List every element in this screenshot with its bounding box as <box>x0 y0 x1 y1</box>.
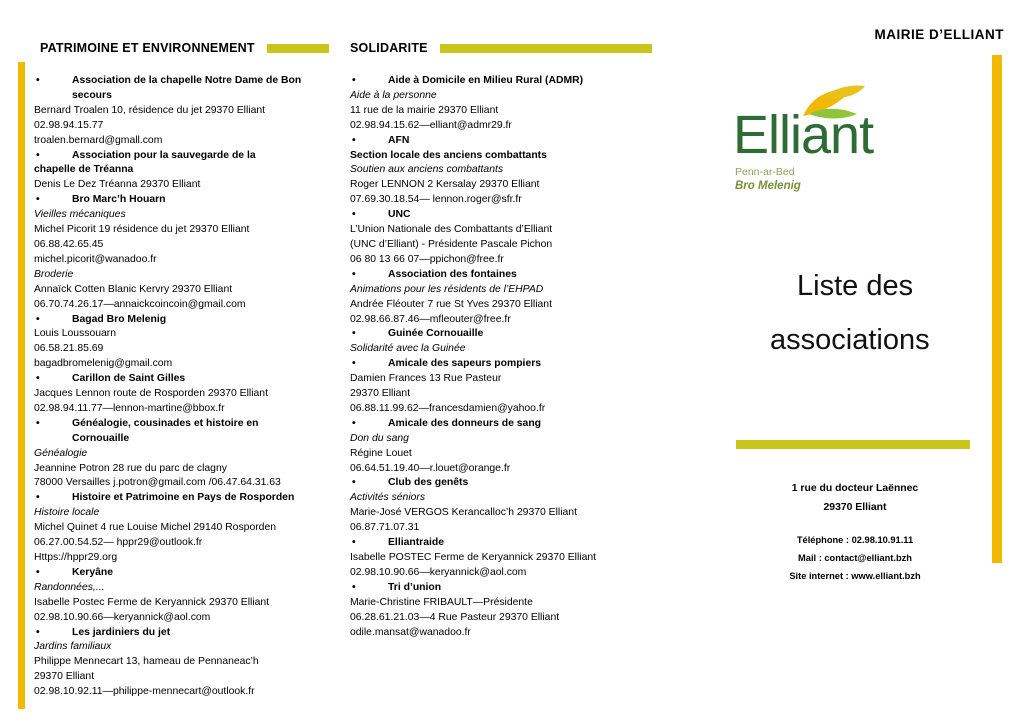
association-name <box>350 327 596 342</box>
contact-line: odile.mansat@wanadoo.fr <box>350 626 471 638</box>
association-activity: Histoire locale <box>34 507 100 519</box>
contact-line: 02.98.10.90.66—keryannick@aol.com <box>34 611 211 623</box>
contact-line: 02.98.94.15.77 <box>34 119 104 131</box>
page-title-line2: associations <box>770 324 930 356</box>
association-name-text: Guinée Cornouaille <box>388 328 484 340</box>
association-activity: Randonnées,... <box>34 581 105 593</box>
logo-wordmark: Elliant <box>733 105 874 165</box>
mairie-phone: Téléphone : 02.98.10.91.11 <box>796 535 914 545</box>
association-activity: Animations pour les résidents de l’EHPAD <box>350 283 544 295</box>
contact-line: 29370 Elliant <box>34 671 95 683</box>
association-name <box>34 417 301 432</box>
contact-line: 02.98.10.92.11—philippe-mennecart@outlook.fr <box>34 686 255 698</box>
mairie-address-line2: 29370 Elliant <box>823 502 887 513</box>
contact-line: Andrée Fléouter 7 rue St Yves 29370 Elliant <box>350 298 552 310</box>
right-vertical-bar <box>992 55 1002 563</box>
contact-line: 06.70.74.26.17—annaickcoincoin@gmail.com <box>34 298 246 310</box>
bullet-icon: • <box>36 313 40 325</box>
logo-bro-melenig: Bro Melenig <box>735 180 801 192</box>
association-name-text: Club des genêts <box>388 477 469 489</box>
association-subtitle: Section locale des anciens combattants <box>350 149 547 161</box>
bullet-icon: • <box>36 149 40 161</box>
association-name-text: AFN <box>388 134 410 146</box>
association-name <box>34 149 301 164</box>
contact-line: 06.28.61.21.03—4 Rue Pasteur 29370 Elliant <box>350 611 560 623</box>
contact-line: Annaïck Cotten Blanic Kervry 29370 Elliant <box>34 283 233 295</box>
contact-line: Marie-Christine FRIBAULT—Présidente <box>350 596 533 608</box>
contact-line: 06.88.11.99.62—francesdamien@yahoo.fr <box>350 402 546 414</box>
bullet-icon: • <box>352 134 356 146</box>
association-name <box>350 74 596 89</box>
mairie-title: MAIRIE D’ELLIANT <box>874 27 1004 42</box>
mairie-address-line1: 1 rue du docteur Laënnec <box>791 483 919 494</box>
contact-line: 06.88.42.65.45 <box>34 238 104 250</box>
contact-line: 07.69.30.18.54— lennon.roger@sfr.fr <box>350 194 522 206</box>
association-name <box>34 491 301 506</box>
bullet-icon: • <box>36 194 40 206</box>
contact-line: Damien Frances 13 Rue Pasteur <box>350 373 502 385</box>
bullet-icon: • <box>36 417 40 429</box>
association-name-text: Association des fontaines <box>388 268 517 280</box>
association-name-text: Amicale des donneurs de sang <box>388 417 542 429</box>
association-name-text: Bagad Bro Melenig <box>72 313 167 325</box>
association-name-text: Association pour la sauvegarde de la <box>72 149 256 161</box>
association-name <box>350 208 596 223</box>
bullet-icon: • <box>36 373 40 385</box>
association-name-text: UNC <box>388 209 411 221</box>
left-vertical-bar <box>18 62 25 709</box>
contact-line: Jacques Lennon route de Rosporden 29370 Elliant <box>34 388 268 400</box>
association-activity: Broderie <box>34 268 74 280</box>
association-activity: Vieilles mécaniques <box>34 209 126 221</box>
logo-penn-ar-bed: Penn-ar-Bed <box>735 166 795 178</box>
association-name <box>350 476 596 491</box>
section-header-patrimoine: PATRIMOINE ET ENVIRONNEMENT <box>40 41 255 55</box>
association-name-continuation: chapelle de Tréanna <box>34 164 134 176</box>
association-name <box>350 417 596 432</box>
page-title-line1: Liste des <box>797 270 914 302</box>
contact-line: 78000 Versailles j.potron@gmail.com /06.47.64.31.63 <box>34 477 281 489</box>
association-activity: Généalogie <box>34 447 88 459</box>
association-name <box>350 134 596 149</box>
association-name <box>34 372 301 387</box>
bullet-icon: • <box>36 75 40 86</box>
association-name-text: Elliantraide <box>388 537 445 549</box>
bullet-icon: • <box>352 358 356 370</box>
contact-line: 29370 Elliant <box>350 388 411 400</box>
patrimoine-association-list <box>34 74 301 700</box>
contact-line: Philippe Mennecart 13, hameau de Pennaneac’h <box>34 656 259 668</box>
association-name-continuation: Cornouaille <box>72 432 130 444</box>
contact-line: 06 80 13 66 07—ppichon@free.fr <box>350 253 504 265</box>
contact-line: 02.98.10.90.66—keryannick@aol.com <box>350 566 527 578</box>
association-activity: Don du sang <box>350 432 409 444</box>
bullet-icon: • <box>36 626 40 638</box>
bullet-icon: • <box>352 581 356 593</box>
bullet-icon: • <box>36 566 40 578</box>
mairie-mail: Mail : contact@elliant.bzh <box>798 553 912 563</box>
contact-line: Isabelle Postec Ferme de Keryannick 29370 Elliant <box>34 596 270 608</box>
elliant-logo <box>733 84 883 194</box>
association-name-text: Histoire et Patrimoine en Pays de Rosporden <box>72 492 295 504</box>
association-name-text: Amicale des sapeurs pompiers <box>388 358 542 370</box>
association-name-text: Carillon de Saint Gilles <box>72 373 186 385</box>
association-name-continuation: secours <box>72 89 112 101</box>
association-name-text: Généalogie, cousinades et histoire en <box>72 417 259 429</box>
contact-line: Bernard Troalen 10, résidence du jet 29370 Elliant <box>34 104 266 116</box>
association-name-text: Bro Marc’h Houarn <box>72 194 166 206</box>
association-activity: Solidarité avec la Guinée <box>350 343 466 355</box>
contact-line: (UNC d’Elliant) - Présidente Pascale Pichon <box>350 238 553 250</box>
contact-line: 06.64.51.19.40—r.louet@orange.fr <box>350 462 511 474</box>
contact-line: Louis Loussouarn <box>34 328 117 340</box>
mairie-website: Site internet : www.elliant.bzh <box>789 571 921 581</box>
contact-line: Marie-José VERGOS Kerancalloc’h 29370 Elliant <box>350 507 577 519</box>
association-activity: Jardins familiaux <box>34 641 112 653</box>
contact-line: 02.98.66.87.46—mfleouter@free.fr <box>350 313 511 325</box>
contact-line: 06.87.71.07.31 <box>350 522 420 534</box>
contact-line: Michel Picorit 19 résidence du jet 29370 Elliant <box>34 224 250 236</box>
association-name-text: Tri d’union <box>388 581 442 593</box>
bullet-icon: • <box>352 477 356 489</box>
contact-line: 02.98.94.15.62—elliant@admr29.fr <box>350 119 512 131</box>
association-name <box>350 268 596 283</box>
contact-line: Michel Quinet 4 rue Louise Michel 29140 Rosporden <box>34 522 277 534</box>
contact-line: Denis Le Dez Tréanna 29370 Elliant <box>34 179 201 191</box>
bullet-icon: • <box>352 417 356 429</box>
association-name-text: Keryâne <box>72 566 114 578</box>
association-name-text: Aide à Domicile en Milieu Rural (ADMR) <box>388 75 584 86</box>
contact-line: Régine Louet <box>350 447 412 459</box>
section-header-bar-middle <box>440 44 652 53</box>
contact-line: 11 rue de la mairie 29370 Elliant <box>350 104 499 116</box>
association-name-text: Les jardiniers du jet <box>72 626 171 638</box>
association-activity: Activités séniors <box>350 492 426 504</box>
title-underline-bar <box>736 440 970 449</box>
contact-line: Isabelle POSTEC Ferme de Keryannick 29370 Elliant <box>350 552 597 563</box>
association-activity: Soutien aux anciens combattants <box>350 164 504 176</box>
association-name <box>34 193 301 208</box>
contact-line: 02.98.94.11.77—lennon-martine@bbox.fr <box>34 402 225 414</box>
contact-line: michel.picorit@wanadoo.fr <box>34 253 157 265</box>
association-name <box>34 566 301 581</box>
association-name <box>350 536 596 551</box>
association-name <box>350 581 596 596</box>
bullet-icon: • <box>352 209 356 221</box>
contact-line: bagadbromelenig@gmail.com <box>34 358 173 370</box>
solidarite-association-list <box>350 74 596 640</box>
association-name <box>34 313 301 328</box>
bullet-icon: • <box>352 328 356 340</box>
bullet-icon: • <box>352 537 356 549</box>
contact-line: Jeannine Potron 28 rue du parc de clagny <box>34 462 227 474</box>
association-name <box>34 626 301 641</box>
contact-line: Roger LENNON 2 Kersalay 29370 Elliant <box>350 179 540 191</box>
contact-line: Https://hppr29.org <box>34 552 118 563</box>
association-name <box>34 74 301 89</box>
association-activity: Aide à la personne <box>350 89 437 101</box>
association-name <box>350 357 596 372</box>
section-header-bar-left <box>267 44 329 53</box>
contact-line: 06.58.21.85.69 <box>34 343 104 355</box>
bullet-icon: • <box>352 75 356 86</box>
bullet-icon: • <box>36 492 40 504</box>
contact-line: L’Union Nationale des Combattants d’Elliant <box>350 224 553 236</box>
association-name-text: Association de la chapelle Notre Dame de Bon <box>72 75 302 86</box>
bullet-icon: • <box>352 268 356 280</box>
section-header-solidarite: SOLIDARITE <box>350 41 428 55</box>
contact-line: troalen.bernard@gmall.com <box>34 134 163 146</box>
contact-line: 06.27.00.54.52— hppr29@outlook.fr <box>34 537 203 549</box>
